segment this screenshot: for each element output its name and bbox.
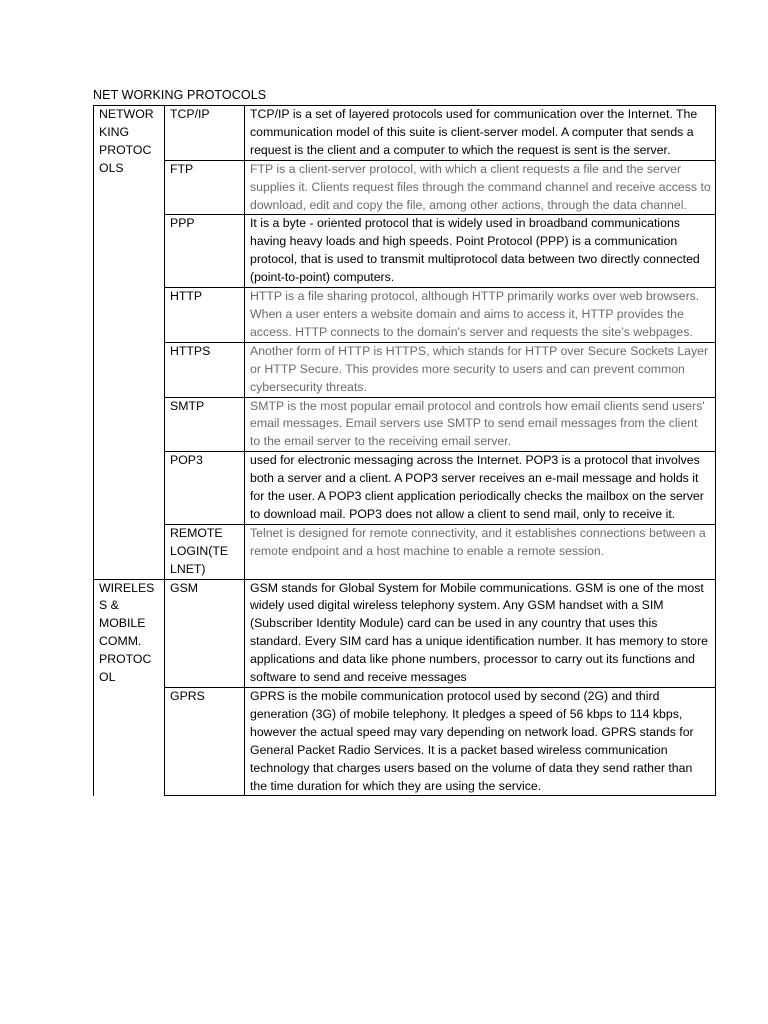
protocols-table: [93, 105, 716, 796]
protocol-description: GSM stands for Global System for Mobile communications. GSM is one of the most widely used digital wireless telephony system. Any GSM handset with a SIM (Subscriber Identity Module) card can be used in any country that uses this standard. Every SIM card has a unique identification number. It has memory to store applications and data like phone numbers, processor to carry out its functions and software to send and receive messages: [245, 579, 716, 687]
table-row: [94, 215, 716, 288]
protocol-description: It is a byte - oriented protocol that is widely used in broadband communications having heavy loads and high speeds. Point Protocol (PPP) is a communication protocol, that is used to transmit multiprotocol data between two directly connected (point-to-point) computers.: [245, 215, 716, 288]
category-label: NETWOR KING PROTOC OLS: [99, 107, 154, 175]
category-cell: [94, 106, 165, 580]
protocol-name: TCP/IP: [165, 106, 245, 161]
table-row: [94, 688, 716, 796]
protocol-name: FTP: [165, 160, 245, 215]
protocol-description: used for electronic messaging across the Internet. POP3 is a protocol that involves both a server and a client. A POP3 server receives an e-mail message and holds it for the user. A POP3 client application periodically checks the mailbox on the server to download mail. POP3 does not allow a client to send mail, only to receive it.: [245, 452, 716, 525]
protocol-name: HTTPS: [165, 342, 245, 397]
table-row: [94, 524, 716, 579]
table-row: [94, 288, 716, 343]
page-title: NET WORKING PROTOCOLS: [93, 88, 267, 102]
table-row: [94, 452, 716, 525]
protocol-description: GPRS is the mobile communication protocol used by second (2G) and third generation (3G) of mobile telephony. It pledges a speed of 56 kbps to 114 kbps, however the actual speed may vary depending on network load. GPRS stands for General Packet Radio Services. It is a packet based wireless communication technology that charges users based on the volume of data they send rather than the time duration for which they are using the service.: [245, 688, 716, 796]
table-row: [94, 160, 716, 215]
protocol-description: FTP is a client-server protocol, with which a client requests a file and the server supplies it. Clients request files through the command channel and receive access to download, edit and copy the file, among other actions, through the data channel.: [245, 160, 716, 215]
protocol-description: HTTP is a file sharing protocol, although HTTP primarily works over web browsers. When a user enters a website domain and aims to access it, HTTP provides the access. HTTP connects to the domain's server and requests the site’s webpages.: [245, 288, 716, 343]
protocol-name: POP3: [165, 452, 245, 525]
table-row: [94, 397, 716, 452]
protocol-description: TCP/IP is a set of layered protocols used for communication over the Internet. The communication model of this suite is client-server model. A computer that sends a request is the client and a computer to which the request is sent is the server.: [245, 106, 716, 161]
protocol-description: Telnet is designed for remote connectivity, and it establishes connections between a remote endpoint and a host machine to enable a remote session.: [245, 524, 716, 579]
protocol-name: PPP: [165, 215, 245, 288]
protocol-description: Another form of HTTP is HTTPS, which stands for HTTP over Secure Sockets Layer or HTTP Secure. This provides more security to users and can prevent common cybersecurity threats.: [245, 342, 716, 397]
protocol-name: HTTP: [165, 288, 245, 343]
table-row: [94, 579, 716, 687]
protocol-name: SMTP: [165, 397, 245, 452]
table-row: [94, 342, 716, 397]
protocol-name: GSM: [165, 579, 245, 687]
category-label: WIRELES S & MOBILE COMM. PROTOC OL: [99, 580, 155, 685]
protocol-name: REMOTE LOGIN(TE LNET): [165, 524, 245, 579]
protocol-description: SMTP is the most popular email protocol and controls how email clients send users' email messages. Email servers use SMTP to send email messages from the client to the email server to the receiving email server.: [245, 397, 716, 452]
table-row: [94, 106, 716, 161]
category-cell: [94, 579, 165, 796]
protocol-name: GPRS: [165, 688, 245, 796]
